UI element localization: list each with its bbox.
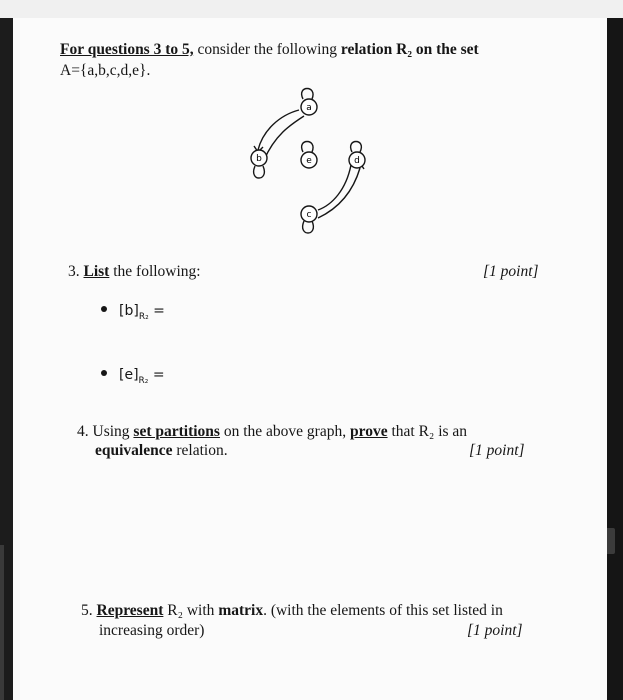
question-5-points: [1 point]	[467, 622, 523, 639]
svg-text:c: c	[306, 210, 312, 220]
loop-a	[302, 89, 313, 100]
svg-text:d: d	[354, 156, 360, 166]
question-4-points: [1 point]	[469, 442, 525, 459]
loop-d	[351, 142, 362, 153]
node-d	[349, 152, 365, 168]
question-4-line-1: 4. Using set partitions on the above graph, prove that R₂ is an	[77, 423, 468, 440]
edge-b-a	[264, 116, 304, 160]
node-e	[301, 152, 317, 168]
bullet-b-class: $[b]_{R_2}$ =	[101, 303, 165, 322]
intro-line-2: A={a,b,c,d,e}.	[60, 62, 151, 79]
question-5-line-1: 5. Represent R₂ with matrix. (with the elements of this set listed in	[81, 602, 503, 619]
bullet-e-class: $[e]_{R_2}$ =	[101, 367, 165, 386]
question-3: 3. List the following:	[68, 263, 201, 280]
intro-line-1: For questions 3 to 5, consider the following relation R₂ on the set	[60, 41, 479, 58]
svg-text:e: e	[306, 156, 312, 166]
edge-a-b	[258, 110, 299, 150]
bullet-dot	[101, 306, 107, 312]
loop-b	[254, 166, 265, 178]
node-c	[301, 206, 317, 222]
loop-c	[303, 221, 314, 233]
svg-text:a: a	[306, 103, 312, 113]
svg-text:b: b	[256, 154, 262, 164]
edge-d-c	[318, 165, 351, 210]
loop-e	[302, 142, 313, 153]
node-a	[301, 99, 317, 115]
question-3-points: [1 point]	[483, 263, 539, 280]
question-5-line-2: increasing order)	[99, 622, 205, 639]
node-b	[251, 150, 267, 166]
bullet-dot	[101, 370, 107, 376]
question-4-line-2: equivalence relation.	[95, 442, 228, 459]
